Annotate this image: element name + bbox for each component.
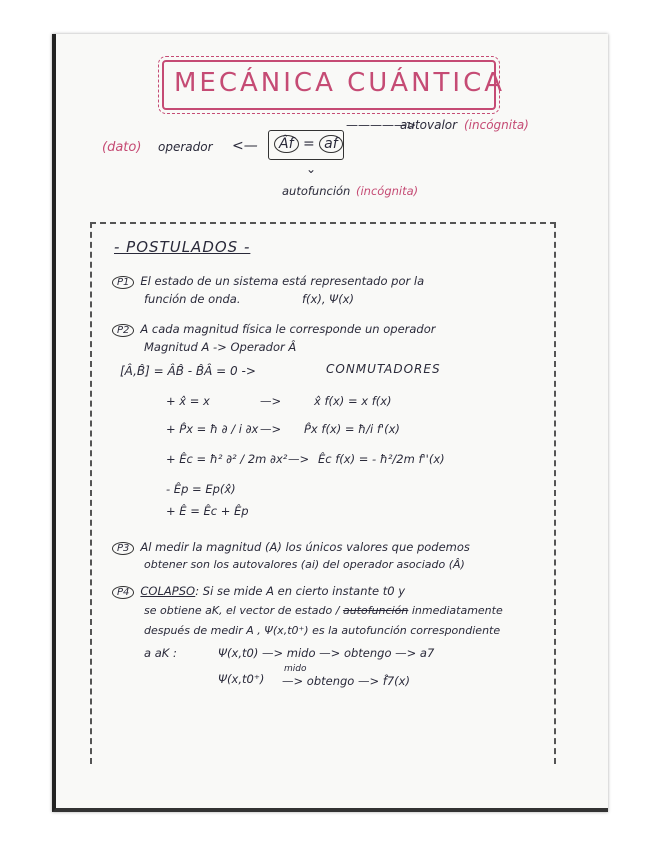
- struck-word: autofunción: [342, 604, 409, 617]
- p4-line2: se obtiene aK, el vector de estado / autofunción inmediatamente: [144, 604, 503, 617]
- item-px-rhs: P̂x f(x) = ħ/i f'(x): [304, 422, 400, 436]
- commutator-expr: [Â,B̂] = ÂB̂ - B̂Â = 0 ->: [120, 364, 256, 378]
- p4-line5a: Ψ(x,t0⁺): [218, 672, 265, 686]
- item-px-arrow: —>: [260, 422, 282, 436]
- p3-line2: obtener son los autovalores (ai) del operador asociado (Â): [144, 558, 465, 571]
- notebook-page: [52, 34, 608, 812]
- p2-line2: Magnitud A -> Operador Â: [144, 340, 297, 354]
- equals-sign: =: [302, 136, 315, 152]
- p4-line4b: Ψ(x,t0) —> mido —> obtengo —> a7: [218, 646, 435, 660]
- p4-line3: después de medir A , Ψ(x,t0⁺) es la autofunción correspondiente: [144, 624, 501, 637]
- item-ec-lhs: + Êc = ħ² ∂² / 2m ∂x²: [166, 452, 288, 466]
- item-ec-arrow: —>: [288, 452, 310, 466]
- postulados-heading: - POSTULADOS -: [114, 238, 251, 256]
- item-ep-lhs: - Êp = Ep(x̂): [166, 482, 236, 496]
- item-x-lhs: + x̂ = x: [166, 394, 210, 408]
- dato-label: (dato): [102, 140, 142, 155]
- eigen-equation: [274, 135, 343, 153]
- item-x-arrow: —>: [260, 394, 282, 408]
- p4-line4a: a aK :: [144, 646, 177, 660]
- p2-badge: P2: [112, 324, 134, 337]
- item-px-lhs: + P̂x = ħ ∂ / i ∂x: [166, 422, 259, 436]
- p3-line1: P3 Al medir la magnitud (A) los únicos valores que podemos: [112, 540, 470, 555]
- p4-badge: P4: [112, 586, 134, 599]
- page-title: MECÁNICA CUÁNTICA: [174, 68, 506, 98]
- autovalor-label: autovalor: [400, 118, 458, 132]
- p4-mido-small: mido: [284, 664, 307, 674]
- autovalor-arrow-icon: —————>: [346, 118, 417, 132]
- p3-badge: P3: [112, 542, 134, 555]
- p1-line1: P1 El estado de un sistema está representado por la: [112, 274, 424, 289]
- p1-line2: función de onda.: [144, 292, 241, 306]
- colapso-label: COLAPSO: [140, 584, 196, 598]
- item-ec-rhs: Êc f(x) = - ħ²/2m f''(x): [318, 452, 445, 466]
- item-e-lhs: + Ê = Êc + Êp: [166, 504, 249, 518]
- p4-line1: P4 COLAPSO: Si se mide A en cierto instante t0 y: [112, 584, 405, 599]
- autovalor-note: (incógnita): [464, 118, 529, 132]
- p1-expr: f(x), Ψ(x): [302, 292, 354, 306]
- p1-badge: P1: [112, 276, 134, 289]
- autofuncion-note: (incógnita): [356, 184, 419, 198]
- p2-line1: P2 A cada magnitud física le corresponde un operador: [112, 322, 436, 337]
- item-x-rhs: x̂ f(x) = x f(x): [314, 394, 392, 408]
- autofuncion-arrow-icon: ⌄: [306, 162, 317, 176]
- operator-expr: Âf: [274, 135, 299, 153]
- arrow-left-icon: <—: [232, 138, 258, 154]
- conmutadores-label: CONMUTADORES: [326, 362, 441, 376]
- autofuncion-label: autofunción: [282, 184, 351, 198]
- eigenvalue-expr: af: [319, 135, 343, 153]
- p4-line5b: —> obtengo —> f̂7(x): [282, 674, 410, 688]
- operador-label: operador: [158, 140, 213, 154]
